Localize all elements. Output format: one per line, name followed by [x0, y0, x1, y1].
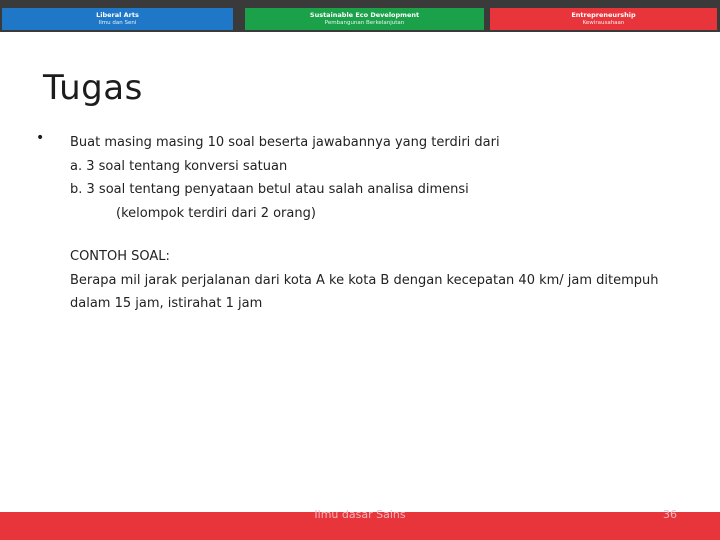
band-subtitle: Kewirausahaan: [582, 19, 625, 26]
example-heading: CONTOH SOAL:: [70, 249, 170, 264]
band-subtitle: Ilmu dan Seni: [98, 19, 137, 26]
task-item-b: b. 3 soal tentang penyataan betul atau salah analisa dimensi: [70, 182, 469, 197]
footer-text: Ilmu dasar Sains: [314, 508, 406, 521]
header-band-sustainable-eco-development: [245, 8, 484, 30]
band-title: Entrepreneurship: [571, 11, 636, 20]
band-title: Liberal Arts: [96, 11, 139, 20]
task-intro: Buat masing masing 10 soal beserta jawabannya yang terdiri dari: [70, 135, 500, 150]
slide-title: Tugas: [43, 68, 143, 108]
example-question-line-2: dalam 15 jam, istirahat 1 jam: [70, 296, 263, 311]
band-title: Sustainable Eco Development: [309, 11, 420, 20]
example-question-line-1: Berapa mil jarak perjalanan dari kota A ke kota B dengan kecepatan 40 km/ jam ditempuh: [70, 272, 659, 288]
bullet-icon: •: [36, 130, 45, 146]
header-band-entrepreneurship: [490, 8, 717, 30]
slide-body: [70, 131, 690, 316]
band-subtitle: Pembangunan Berkelanjutan: [324, 19, 405, 26]
group-note: (kelompok terdiri dari 2 orang): [116, 205, 316, 221]
spacer: [70, 225, 690, 245]
page-number: 36: [663, 508, 677, 521]
header-band-liberal-arts: [2, 8, 233, 30]
header-bar: [0, 0, 720, 32]
task-item-a: a. 3 soal tentang konversi satuan: [70, 158, 288, 174]
